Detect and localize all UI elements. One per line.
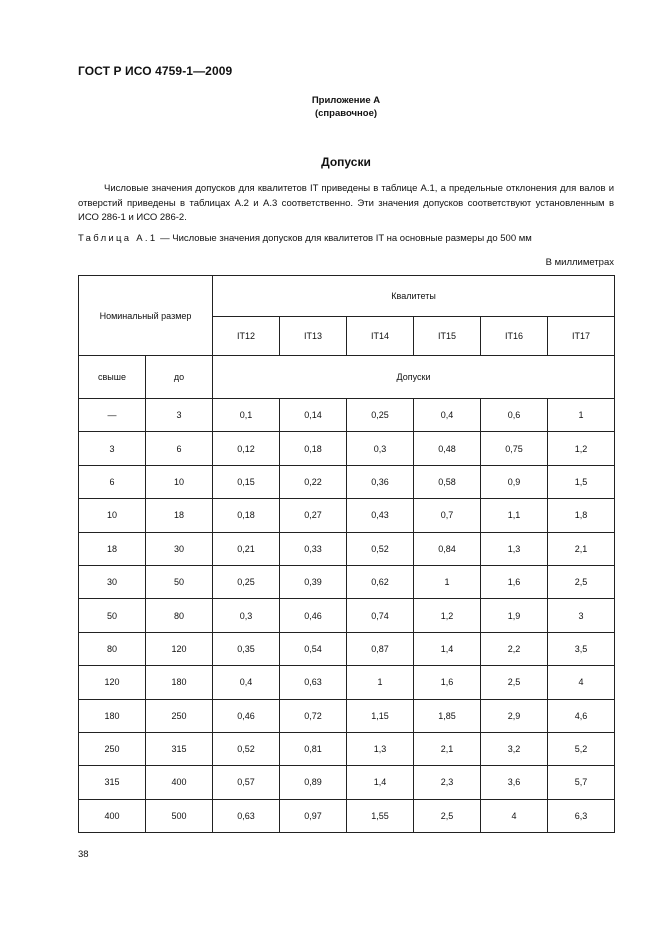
cell-over: 315 [79,766,146,799]
cell-tolerance: 1 [414,565,481,598]
tolerance-table [78,275,615,833]
cell-tolerance: 0,14 [280,399,347,432]
cell-tolerance: 0,54 [280,632,347,665]
header-tolerances: Допуски [213,356,615,399]
cell-tolerance: 1,1 [481,499,548,532]
standard-code: ГОСТ Р ИСО 4759-1—2009 [78,64,233,78]
cell-over: 120 [79,666,146,699]
cell-tolerance: 0,39 [280,565,347,598]
cell-tolerance: 0,48 [414,432,481,465]
table-row [79,766,615,799]
cell-tolerance: 3,6 [481,766,548,799]
cell-tolerance: 0,4 [414,399,481,432]
cell-over: 18 [79,532,146,565]
cell-over: 250 [79,732,146,765]
table-caption-text: — Числовые значения допусков для квалитетов IT на основные размеры до 500 мм [157,233,532,244]
cell-over: — [79,399,146,432]
cell-tolerance: 0,18 [280,432,347,465]
table-row [79,666,615,699]
cell-tolerance: 0,57 [213,766,280,799]
cell-tolerance: 0,58 [414,465,481,498]
table-row [79,632,615,665]
cell-tolerance: 2,5 [481,666,548,699]
cell-tolerance: 1,4 [347,766,414,799]
cell-to: 180 [146,666,213,699]
cell-tolerance: 2,9 [481,699,548,732]
table-row [79,432,615,465]
header-grade: IT14 [347,317,414,356]
cell-to: 3 [146,399,213,432]
cell-tolerance: 0,22 [280,465,347,498]
cell-tolerance: 0,27 [280,499,347,532]
cell-tolerance: 0,36 [347,465,414,498]
cell-to: 120 [146,632,213,665]
cell-tolerance: 1,6 [481,565,548,598]
cell-over: 10 [79,499,146,532]
cell-tolerance: 0,46 [280,599,347,632]
cell-tolerance: 3,5 [548,632,615,665]
table-row [79,532,615,565]
cell-tolerance: 1,55 [347,799,414,832]
cell-tolerance: 2,5 [548,565,615,598]
cell-tolerance: 2,3 [414,766,481,799]
cell-tolerance: 1,8 [548,499,615,532]
cell-tolerance: 0,52 [347,532,414,565]
cell-tolerance: 0,43 [347,499,414,532]
table-row [79,465,615,498]
cell-tolerance: 0,63 [280,666,347,699]
cell-tolerance: 0,72 [280,699,347,732]
cell-tolerance: 1,3 [347,732,414,765]
cell-tolerance: 1,9 [481,599,548,632]
cell-to: 18 [146,499,213,532]
section-title: Допуски [321,155,371,169]
cell-tolerance: 2,5 [414,799,481,832]
cell-tolerance: 0,62 [347,565,414,598]
cell-tolerance: 2,2 [481,632,548,665]
cell-tolerance: 1 [347,666,414,699]
cell-tolerance: 0,3 [347,432,414,465]
cell-tolerance: 0,89 [280,766,347,799]
appendix-kind: (справочное) [314,108,378,119]
cell-tolerance: 1,2 [548,432,615,465]
cell-tolerance: 1,2 [414,599,481,632]
cell-tolerance: 6,3 [548,799,615,832]
cell-to: 400 [146,766,213,799]
cell-tolerance: 0,97 [280,799,347,832]
header-nominal-size: Номинальный размер [79,276,213,356]
cell-tolerance: 0,21 [213,532,280,565]
cell-tolerance: 0,1 [213,399,280,432]
cell-to: 315 [146,732,213,765]
intro-paragraph: Числовые значения допусков для квалитетов IT приведены в таблице А.1, а предельные отклонения для валов и отверстий приведены в таблицах А.2 и А.3 соответственно. Эти значения допусков соответствуют установленным в ИСО 286-1 и ИСО 286-2. [78,183,614,223]
cell-to: 50 [146,565,213,598]
cell-over: 50 [79,599,146,632]
cell-tolerance: 0,9 [481,465,548,498]
table-row [79,499,615,532]
cell-tolerance: 4 [548,666,615,699]
cell-over: 80 [79,632,146,665]
cell-tolerance: 0,3 [213,599,280,632]
cell-over: 6 [79,465,146,498]
cell-to: 250 [146,699,213,732]
cell-tolerance: 2,1 [414,732,481,765]
cell-tolerance: 0,18 [213,499,280,532]
header-grades: Квалитеты [213,276,615,317]
header-grade: IT16 [481,317,548,356]
header-to: до [146,356,213,399]
cell-over: 400 [79,799,146,832]
header-grade: IT13 [280,317,347,356]
table-row [79,699,615,732]
cell-tolerance: 1,4 [414,632,481,665]
cell-tolerance: 5,7 [548,766,615,799]
appendix-heading [78,94,614,120]
cell-tolerance: 0,46 [213,699,280,732]
cell-to: 10 [146,465,213,498]
cell-tolerance: 1,85 [414,699,481,732]
cell-tolerance: 0,63 [213,799,280,832]
table-caption [78,233,614,244]
table-units: В миллиметрах [545,257,614,268]
cell-to: 500 [146,799,213,832]
cell-tolerance: 0,6 [481,399,548,432]
cell-tolerance: 0,7 [414,499,481,532]
cell-tolerance: 0,87 [347,632,414,665]
cell-tolerance: 0,52 [213,732,280,765]
header-grade: IT15 [414,317,481,356]
table-row [79,732,615,765]
cell-tolerance: 1,6 [414,666,481,699]
cell-tolerance: 1,3 [481,532,548,565]
cell-tolerance: 1,5 [548,465,615,498]
cell-tolerance: 0,81 [280,732,347,765]
cell-tolerance: 1,15 [347,699,414,732]
cell-to: 80 [146,599,213,632]
cell-tolerance: 0,25 [347,399,414,432]
cell-tolerance: 1 [548,399,615,432]
appendix-title: Приложение А [311,95,381,106]
cell-tolerance: 0,75 [481,432,548,465]
cell-tolerance: 0,74 [347,599,414,632]
header-over: свыше [79,356,146,399]
cell-tolerance: 0,35 [213,632,280,665]
cell-tolerance: 0,25 [213,565,280,598]
cell-over: 3 [79,432,146,465]
cell-tolerance: 0,4 [213,666,280,699]
cell-tolerance: 3,2 [481,732,548,765]
page-number: 38 [78,849,89,860]
cell-to: 6 [146,432,213,465]
table-row [79,565,615,598]
cell-tolerance: 4 [481,799,548,832]
cell-over: 180 [79,699,146,732]
cell-tolerance: 2,1 [548,532,615,565]
table-row [79,599,615,632]
table-row [79,799,615,832]
cell-tolerance: 0,84 [414,532,481,565]
cell-tolerance: 0,15 [213,465,280,498]
header-grade: IT12 [213,317,280,356]
cell-over: 30 [79,565,146,598]
table-row [79,399,615,432]
cell-tolerance: 0,33 [280,532,347,565]
cell-tolerance: 0,12 [213,432,280,465]
cell-tolerance: 3 [548,599,615,632]
cell-tolerance: 5,2 [548,732,615,765]
table-caption-lead: Таблица А.1 [78,233,158,244]
header-grade: IT17 [548,317,615,356]
cell-to: 30 [146,532,213,565]
cell-tolerance: 4,6 [548,699,615,732]
